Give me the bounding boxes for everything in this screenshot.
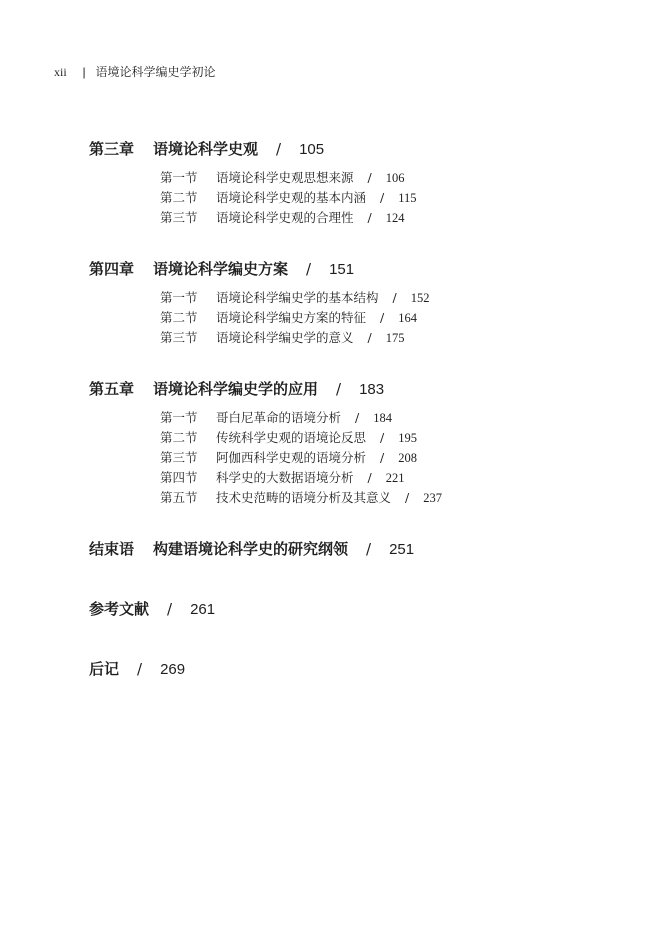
section-page: 106 — [385, 171, 405, 185]
header-separator: | — [82, 65, 86, 79]
toc-chapter-3[interactable] — [89, 139, 324, 159]
book-title: 语境论科学编史学初论 — [95, 65, 216, 79]
section-title: 技术史范畴的语境分析及其意义 — [216, 490, 392, 505]
section-page: 175 — [385, 331, 405, 345]
section-title: 语境论科学史观思想来源 — [216, 170, 354, 185]
slash-separator: / — [367, 170, 372, 185]
references-page: 261 — [190, 601, 216, 618]
section-page: 195 — [398, 431, 417, 445]
section-title: 语境论科学编史方案的特征 — [216, 310, 367, 325]
chapter-number: 第五章 — [89, 380, 135, 398]
toc-chapter-5[interactable] — [89, 379, 384, 399]
section-page: 237 — [423, 491, 442, 505]
toc-section-3-1[interactable] — [160, 169, 404, 187]
toc-section-5-3[interactable] — [160, 449, 417, 467]
conclusion-title: 构建语境论科学史的研究纲领 — [153, 540, 349, 558]
slash-separator: / — [355, 410, 360, 425]
toc-section-5-1[interactable] — [160, 409, 392, 427]
section-title: 传统科学史观的语境论反思 — [216, 430, 367, 445]
conclusion-label: 结束语 — [89, 540, 135, 558]
slash-separator: / — [405, 490, 410, 505]
section-page: 115 — [398, 191, 417, 205]
section-number: 第二节 — [160, 190, 198, 205]
slash-separator: / — [306, 260, 312, 278]
slash-separator: / — [276, 140, 282, 158]
section-page: 152 — [410, 291, 430, 305]
section-title: 语境论科学史观的合理性 — [216, 210, 354, 225]
chapter-number: 第三章 — [89, 140, 135, 158]
section-number: 第二节 — [160, 310, 198, 325]
section-title: 语境论科学编史学的基本结构 — [216, 290, 379, 305]
section-number: 第一节 — [160, 170, 198, 185]
slash-separator: / — [392, 290, 397, 305]
section-number: 第五节 — [160, 490, 198, 505]
slash-separator: / — [367, 210, 372, 225]
toc-section-4-3[interactable] — [160, 329, 404, 347]
slash-separator: / — [380, 190, 385, 205]
toc-afterword[interactable] — [89, 659, 185, 679]
toc-chapter-4[interactable] — [89, 259, 354, 279]
toc-section-4-1[interactable] — [160, 289, 429, 307]
slash-separator: / — [137, 660, 143, 678]
toc-section-4-2[interactable] — [160, 309, 417, 327]
section-page: 221 — [385, 471, 405, 485]
section-number: 第三节 — [160, 450, 198, 465]
section-title: 语境论科学编史学的意义 — [216, 330, 354, 345]
page-number: xii — [54, 65, 67, 79]
toc-section-3-3[interactable] — [160, 209, 404, 227]
toc-section-5-4[interactable] — [160, 469, 404, 487]
section-number: 第一节 — [160, 410, 198, 425]
slash-separator: / — [380, 310, 385, 325]
conclusion-page: 251 — [389, 541, 415, 558]
toc-section-5-5[interactable] — [160, 489, 442, 507]
section-title: 阿伽西科学史观的语境分析 — [216, 450, 367, 465]
section-number: 第四节 — [160, 470, 198, 485]
section-title: 哥白尼革命的语境分析 — [216, 410, 342, 425]
toc-references[interactable] — [89, 599, 215, 619]
section-number: 第二节 — [160, 430, 198, 445]
afterword-title: 后记 — [89, 660, 120, 678]
chapter-page: 183 — [359, 381, 385, 398]
slash-separator: / — [366, 540, 372, 558]
slash-separator: / — [367, 330, 372, 345]
references-title: 参考文献 — [89, 600, 150, 618]
chapter-title: 语境论科学编史方案 — [153, 260, 289, 278]
section-number: 第一节 — [160, 290, 198, 305]
slash-separator: / — [380, 430, 385, 445]
slash-separator: / — [336, 380, 342, 398]
slash-separator: / — [380, 450, 385, 465]
chapter-page: 105 — [299, 141, 325, 158]
slash-separator: / — [367, 470, 372, 485]
running-header — [54, 64, 215, 80]
section-number: 第三节 — [160, 330, 198, 345]
section-page: 124 — [385, 211, 405, 225]
section-number: 第三节 — [160, 210, 198, 225]
chapter-title: 语境论科学史观 — [153, 140, 259, 158]
slash-separator: / — [167, 600, 173, 618]
toc-section-3-2[interactable] — [160, 189, 417, 207]
section-page: 208 — [398, 451, 417, 465]
section-page: 184 — [373, 411, 392, 425]
section-title: 语境论科学史观的基本内涵 — [216, 190, 367, 205]
section-page: 164 — [398, 311, 417, 325]
toc-section-5-2[interactable] — [160, 429, 417, 447]
afterword-page: 269 — [160, 661, 186, 678]
chapter-title: 语境论科学编史学的应用 — [153, 380, 319, 398]
chapter-number: 第四章 — [89, 260, 135, 278]
chapter-page: 151 — [329, 261, 355, 278]
section-title: 科学史的大数据语境分析 — [216, 470, 354, 485]
toc-conclusion[interactable] — [89, 539, 414, 559]
